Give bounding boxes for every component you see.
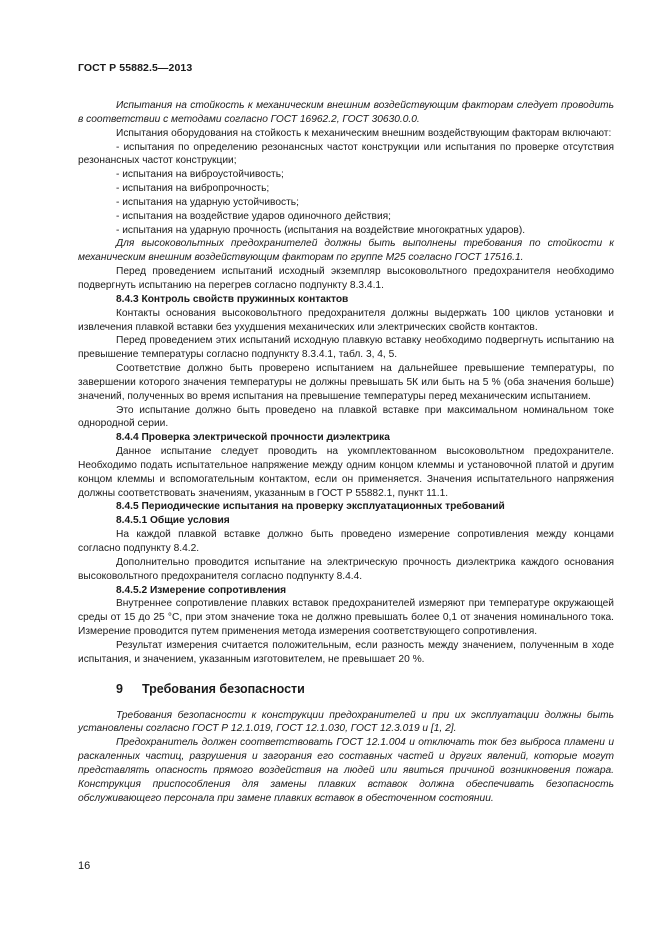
subsection-heading-8-4-3: 8.4.3 Контроль свойств пружинных контактов [116, 293, 349, 305]
list-item-resonance: - испытания по определению резонансных частот конструкции или испытания по проверке отсутствия резонансных частот конструкции; [78, 141, 614, 167]
paragraph-additional-dielectric: Дополнительно проводится испытание на электрическую прочность диэлектрика каждого основания высоковольтного предохранителя согласно подпункту 8.4.4. [78, 556, 614, 582]
paragraph-compliance-check: Соответствие должно быть проверено испытанием на дальнейшее превышение температуры, по завершении которого значения температуры не должны превышать 5К или быть на 5 % (оба значения больше) значений, полученных во время испытания на превышение температуры перед механическим испытанием. [78, 363, 614, 402]
subsection-heading-8-4-5-2: 8.4.5.2 Измерение сопротивления [116, 584, 287, 596]
paragraph-mech-test-methods: Испытания на стойкость к механическим внешним воздействующим факторам следует проводить в соответствии с методами согласно ГОСТ 16962.2, ГОСТ 30630.0.0. [78, 100, 614, 125]
paragraph-resistance-each-fuse: На каждой плавкой вставке должно быть проведено измерение сопротивления между концами согласно подпункту 8.4.2. [78, 529, 614, 554]
list-item-single-shock: - испытания на воздействие ударов одиночного действия; [116, 210, 391, 222]
list-item-shock-strength: - испытания на ударную прочность (испытания на воздействие многократных ударов). [116, 224, 526, 236]
subsection-heading-8-4-4: 8.4.4 Проверка электрической прочности диэлектрика [116, 432, 390, 444]
paragraph-mech-tests-include: Испытания оборудования на стойкость к механическим внешним воздействующим факторам включают: [116, 127, 612, 139]
list-item-shock-stability: - испытания на ударную устойчивость; [116, 196, 299, 208]
document-header: ГОСТ Р 55882.5—2013 [78, 62, 193, 74]
paragraph-group-m25: Для высоковольтных предохранителей должны быть выполнены требования по стойкости к механическим внешним воздействующим факторам по группе М25 согласно ГОСТ 17516.1. [78, 238, 614, 264]
paragraph-temp-rise-test: Перед проведением этих испытаний исходную плавкую вставку необходимо подвергнуть испытанию на превышение температуры согласно подпункту 8.3.4.1, табл. 3, 4, 5. [78, 335, 614, 361]
list-item-vibration-stability: - испытания на виброустойчивость; [116, 169, 284, 181]
page-number: 16 [78, 860, 91, 872]
paragraph-internal-resistance: Внутреннее сопротивление плавких вставок предохранителей измеряют при температуре окружающей среды от 15 до 25 °С, при этом значение тока не должно превышать более 0,1 от значения номинального тока. Измерение проводится путем применения метода измерения соответствующего сопротивления. [78, 598, 614, 638]
paragraph-max-current: Это испытание должно быть проведено на плавкой вставке при максимальном номинальном токе однородной серии. [78, 404, 614, 430]
section-title: Требования безопасности [142, 681, 305, 696]
page-body [78, 99, 614, 806]
section-number: 9 [116, 681, 123, 696]
list-item-vibration-strength: - испытания на вибропрочность; [116, 183, 270, 195]
paragraph-safety-requirements: Требования безопасности к конструкции предохранителей и при их эксплуатации должны быть установлены согласно ГОСТ Р 12.1.019, ГОСТ 12.1.030, ГОСТ 12.3.019 и [1, 2]. [78, 709, 614, 735]
paragraph-dielectric-test: Данное испытание следует проводить на укомплектованном высоковольтном предохранителе. Необходимо подать испытательное напряжение между одним концом клеммы и установочной платой и другим концом клеммы и вспомогательным контактом, если он применяется. Значения испытательного напряжения должны соответствовать значениям, указанным в ГОСТ Р 55882.1, пункт 11.1. [78, 446, 614, 499]
subsection-heading-8-4-5-1: 8.4.5.1 Общие условия [116, 515, 230, 527]
paragraph-overheat-test: Перед проведением испытаний исходный экземпляр высоковольтного предохранителя необходимо подвергнуть испытанию на перегрев согласно подпункту 8.3.4.1. [78, 266, 614, 291]
section-heading-9 [78, 681, 614, 697]
paragraph-result-criteria: Результат измерения считается положительным, если разность между значением, полученным в ходе испытания, и значением, указанным изготовителем, не превышает 20 %. [78, 639, 614, 665]
paragraph-fuse-safety: Предохранитель должен соответствовать ГОСТ 12.1.004 и отключать ток без выброса пламени и раскаленных частиц, разрушения и загорания его составных частей и других явлений, которые могут представлять опасность прямого воздействия на людей или явиться причиной возникновения пожара. Конструкция приспособления для замены плавких вставок должна обеспечивать безопасность обслуживающего персонала при замене плавких вставок в обесточенном состоянии. [78, 737, 614, 804]
subsection-heading-8-4-5: 8.4.5 Периодические испытания на проверку эксплуатационных требований [116, 501, 505, 513]
paragraph-contact-cycles: Контакты основания высоковольтного предохранителя должны выдержать 100 циклов установки и извлечения плавкой вставки без ухудшения механических или электрических свойств контактов. [78, 307, 614, 333]
